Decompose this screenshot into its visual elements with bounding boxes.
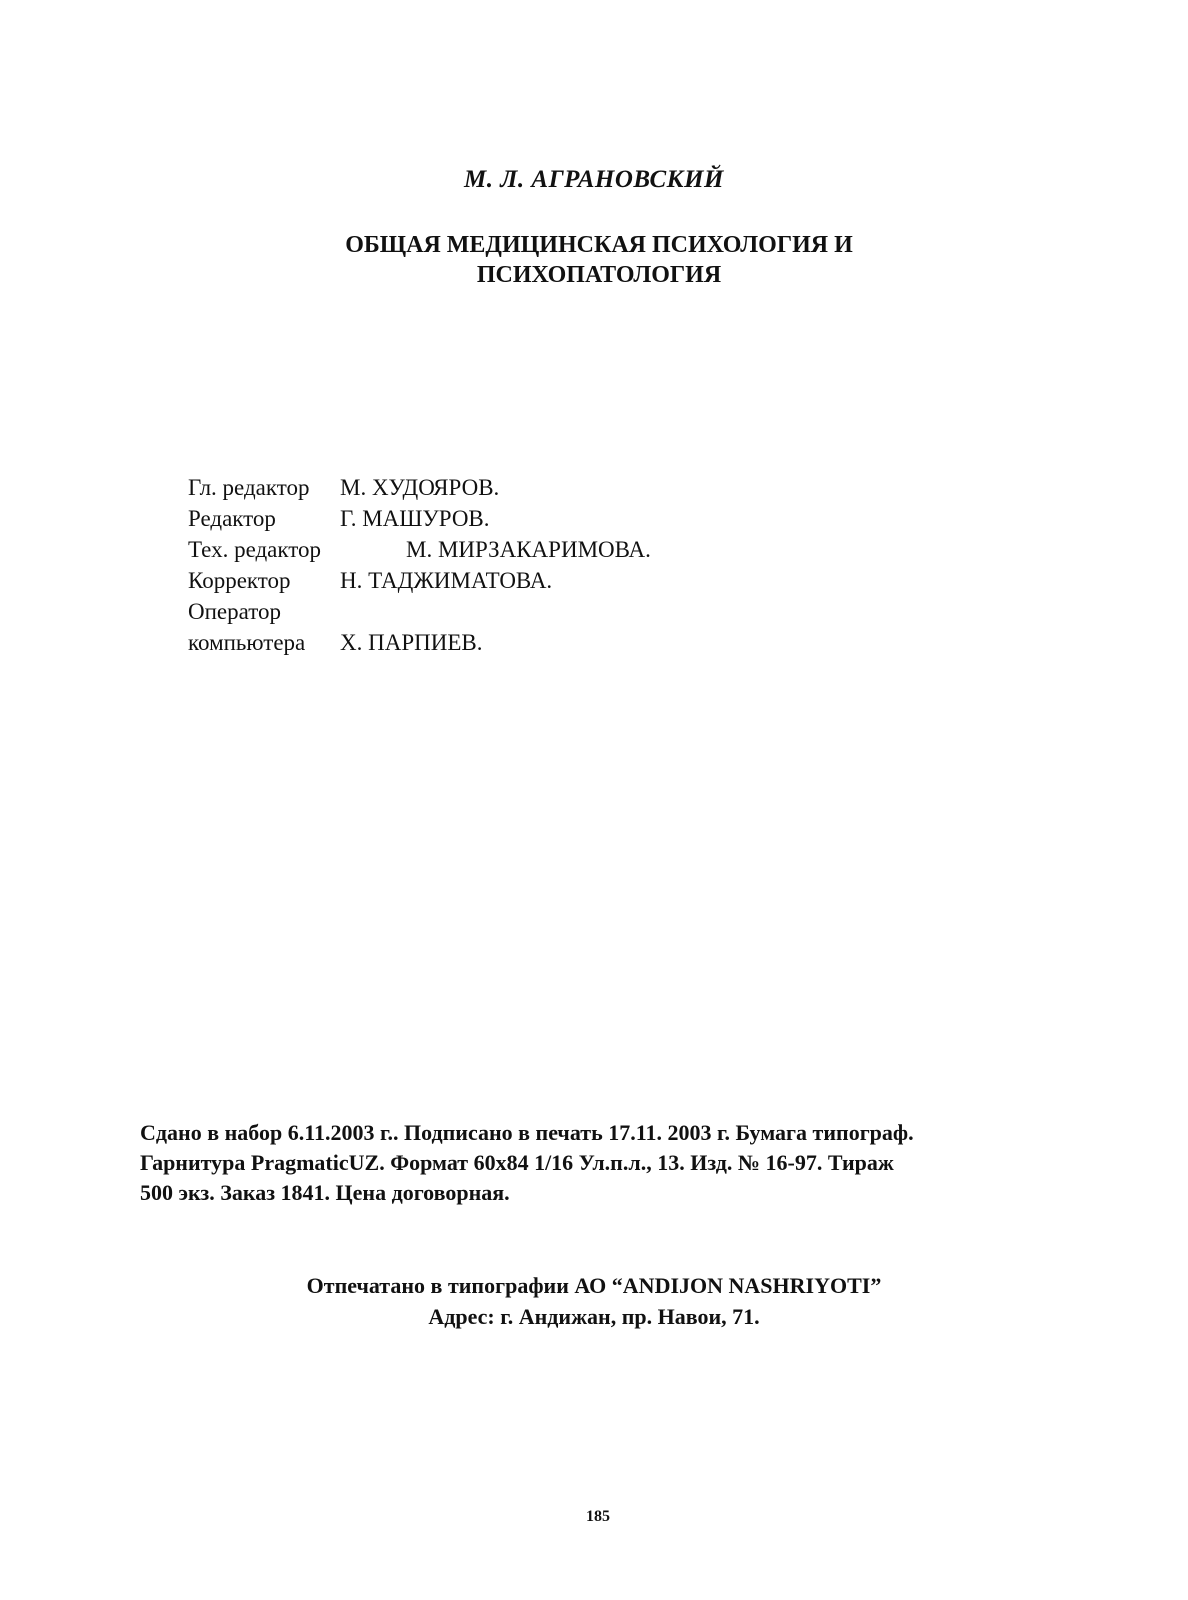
- credit-name: М. ХУДОЯРОВ.: [340, 475, 500, 500]
- credit-role: Редактор: [188, 506, 276, 531]
- imprint-line-2: Гарнитура PragmaticUZ. Формат 60х84 1/16 Ул.п.л., 13. Изд. № 16-97. Тираж: [140, 1150, 894, 1175]
- imprint-details: [140, 1118, 1040, 1208]
- page-number: 185: [586, 1508, 610, 1525]
- credit-role: Тех. редактор: [188, 537, 322, 562]
- credit-name: М. МИРЗАКАРИМОВА.: [406, 537, 651, 562]
- author-name: М. Л. АГРАНОВСКИЙ: [464, 166, 724, 193]
- book-title: [0, 230, 1188, 290]
- credit-role: Гл. редактор: [188, 475, 310, 500]
- book-title-line-1: ОБЩАЯ МЕДИЦИНСКАЯ ПСИХОЛОГИЯ И: [345, 232, 853, 258]
- credit-name: Г. МАШУРОВ.: [340, 506, 490, 531]
- book-title-line-2: ПСИХОПАТОЛОГИЯ: [476, 262, 722, 288]
- credit-name: Х. ПАРПИЕВ.: [340, 630, 483, 655]
- imprint-line-3: 500 экз. Заказ 1841. Цена договорная.: [140, 1180, 510, 1205]
- credit-role: Корректор: [188, 568, 291, 593]
- printer-address: Адрес: г. Андижан, пр. Навои, 71.: [428, 1304, 760, 1329]
- printer-info: [0, 1270, 1188, 1332]
- credit-role: Оператор: [188, 599, 281, 624]
- credit-name: Н. ТАДЖИМАТОВА.: [340, 568, 553, 593]
- credit-role: компьютера: [188, 630, 306, 655]
- imprint-line-1: Сдано в набор 6.11.2003 г.. Подписано в печать 17.11. 2003 г. Бумага типограф.: [140, 1120, 914, 1145]
- printer-line-1: Отпечатано в типографии АО “ANDIJON NASHRIYOTI”: [306, 1273, 882, 1298]
